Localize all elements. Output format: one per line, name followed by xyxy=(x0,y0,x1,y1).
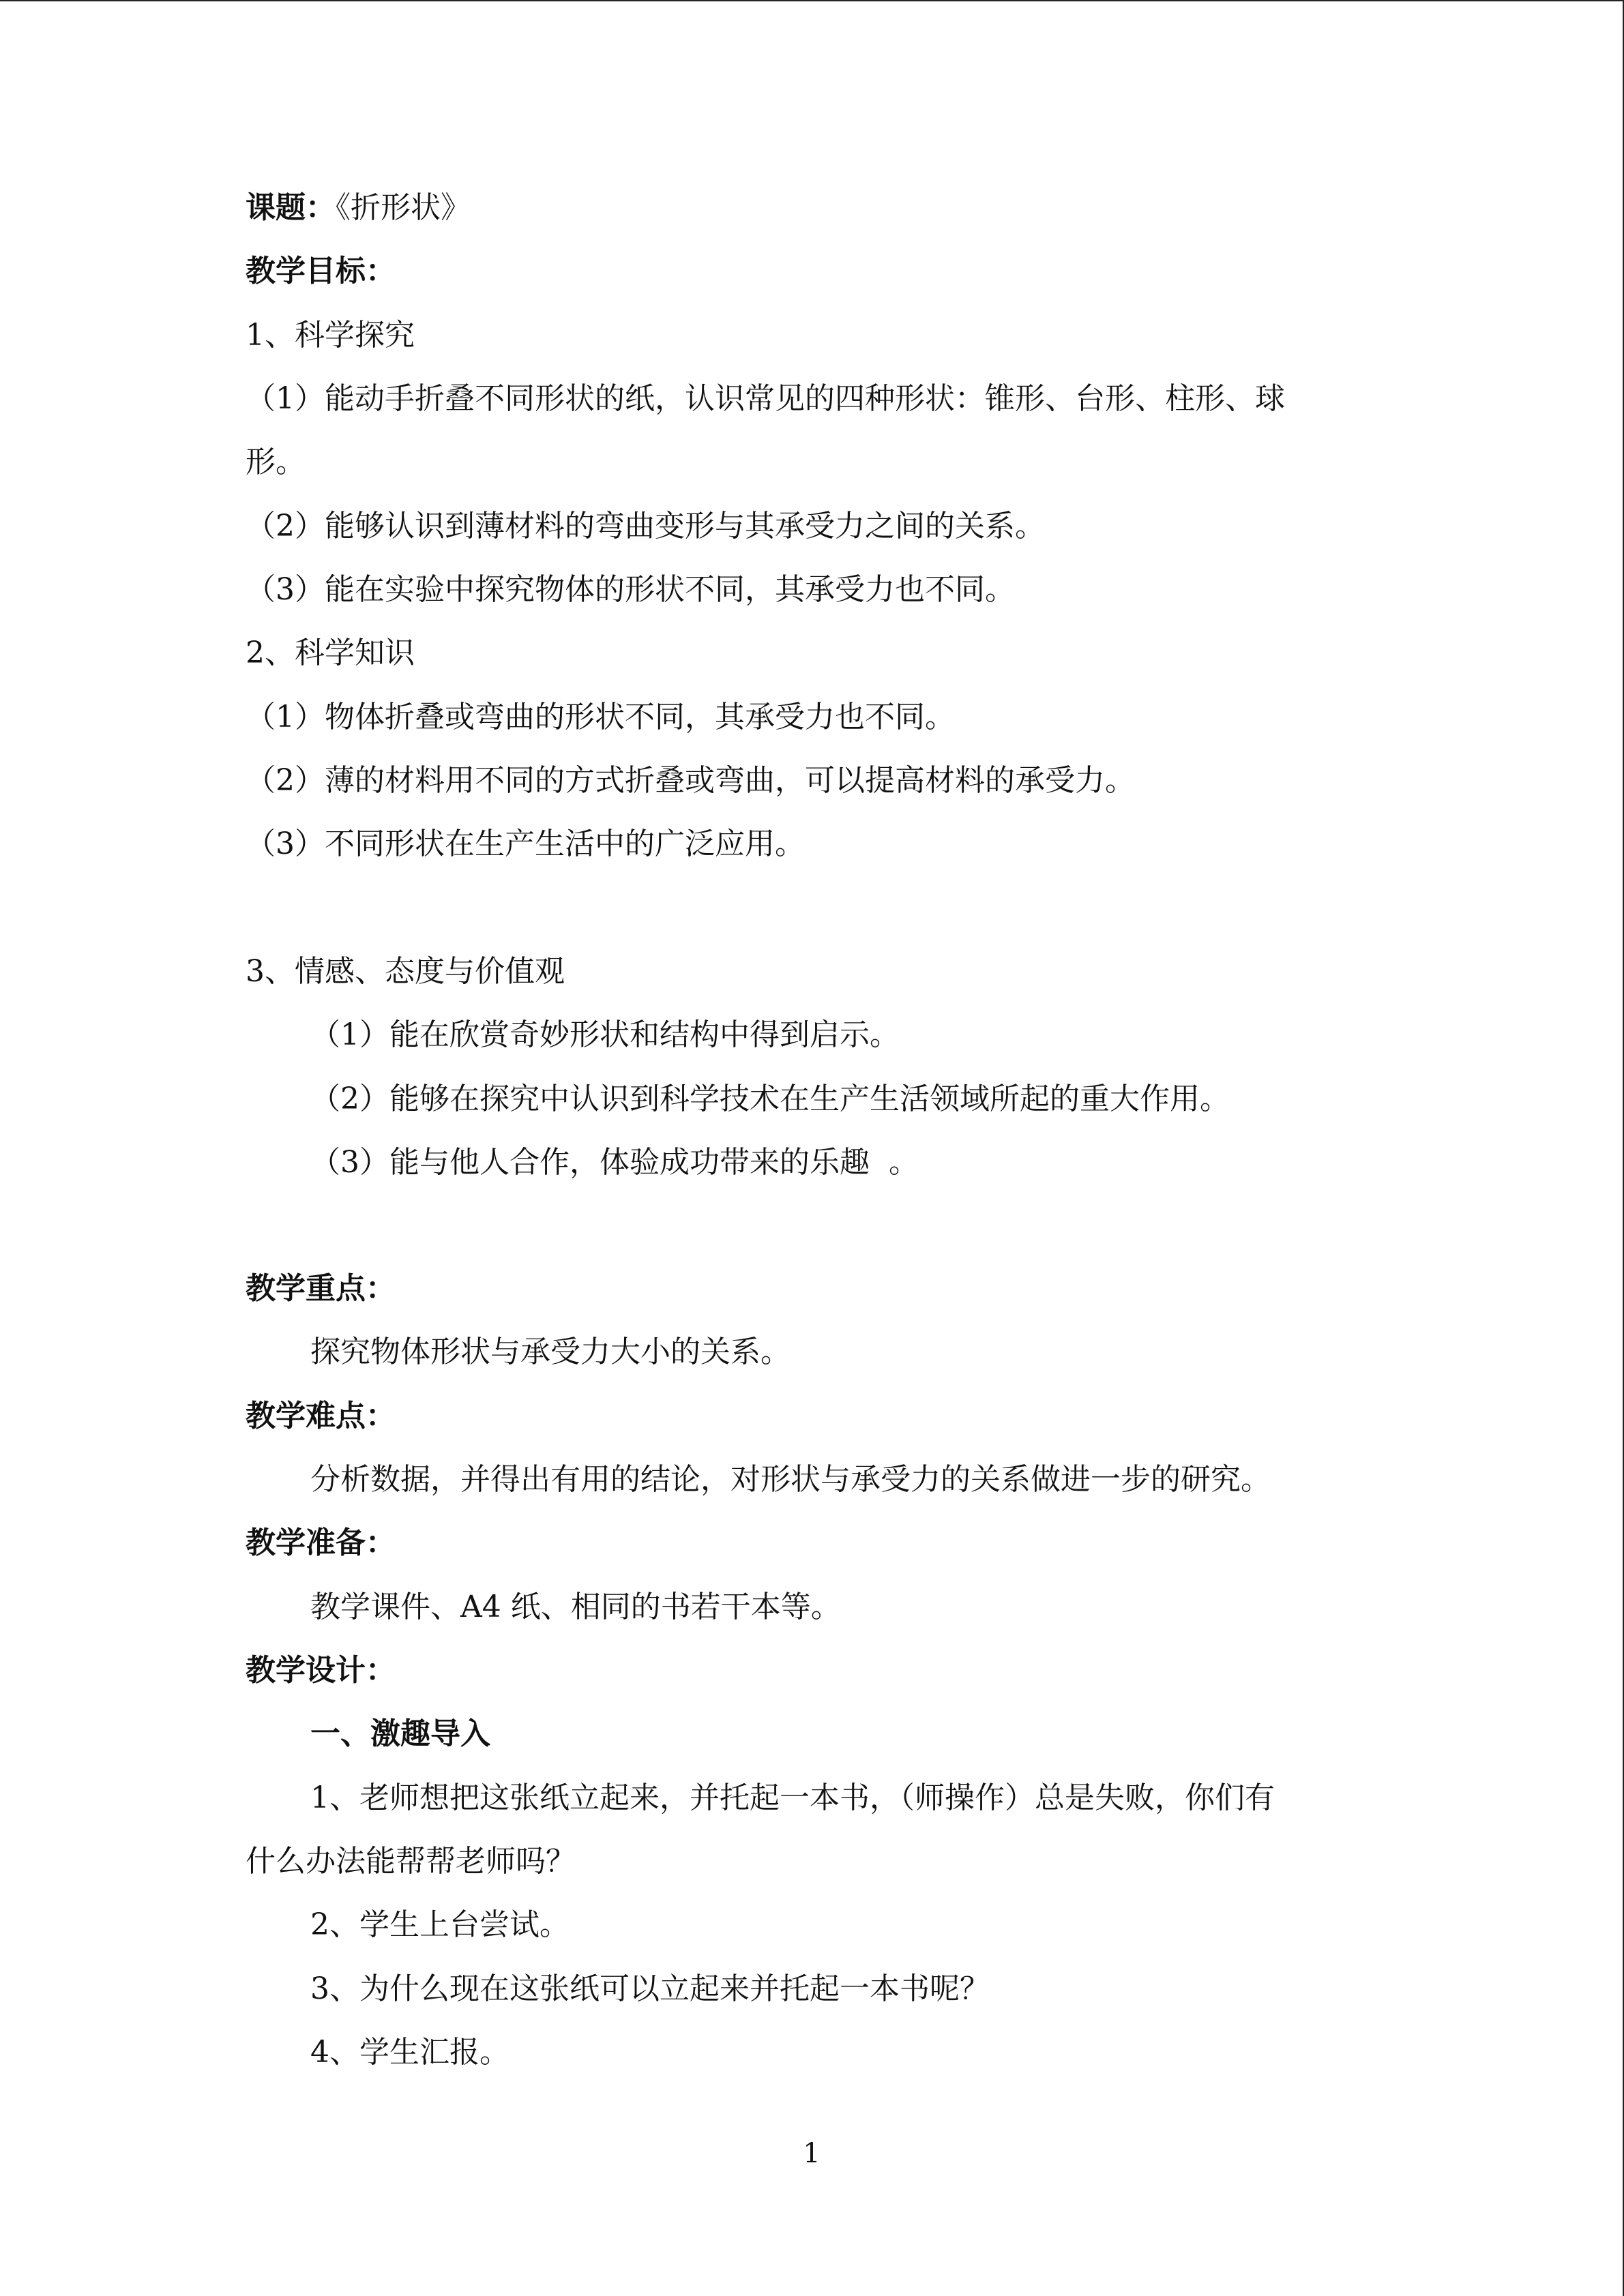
key-text: 探究物体形状与承受力大小的关系。 xyxy=(310,1335,791,1369)
design-heading: 教学设计： xyxy=(246,1653,396,1688)
goal3-item2: （2）能够在探究中认识到科学技术在生产生活领域所起的重大作用。 xyxy=(310,1082,1230,1116)
page-top-edge xyxy=(0,0,1624,1)
difficulty-heading: 教学难点： xyxy=(246,1399,396,1433)
goal1-item3: （3）能在实验中探究物体的形状不同，其承受力也不同。 xyxy=(246,572,1015,607)
goals-heading: 教学目标： xyxy=(246,254,396,288)
key-heading: 教学重点： xyxy=(246,1271,396,1306)
step2: 2、学生上台尝试。 xyxy=(310,1907,570,1942)
topic-line xyxy=(246,188,471,228)
topic-value: 《折形状》 xyxy=(336,190,471,225)
goal3-item3: （3）能与他人合作，体验成功带来的乐趣 。 xyxy=(310,1145,919,1180)
goal2-title: 2、科学知识 xyxy=(246,636,415,670)
step1-line1: 1、老师想把这张纸立起来，并托起一本书，（师操作）总是失败，你们有 xyxy=(310,1780,1275,1815)
goal1-item1-line2: 形。 xyxy=(246,445,306,479)
prep-heading: 教学准备： xyxy=(246,1525,396,1560)
goal1-title: 1、科学探究 xyxy=(246,318,415,353)
step1-line2: 什么办法能帮帮老师吗？ xyxy=(246,1844,576,1879)
prep-text: 教学课件、A4 纸、相同的书若干本等。 xyxy=(310,1590,841,1624)
step3: 3、为什么现在这张纸可以立起来并托起一本书呢？ xyxy=(310,1971,990,2006)
page-number: 1 xyxy=(803,2138,821,2169)
goal2-item2: （2）薄的材料用不同的方式折叠或弯曲，可以提高材料的承受力。 xyxy=(246,763,1135,798)
goal2-item3: （3）不同形状在生产生活中的广泛应用。 xyxy=(246,826,805,861)
goal2-item1: （1）物体折叠或弯曲的形状不同，其承受力也不同。 xyxy=(246,700,955,734)
goal3-item1: （1）能在欣赏奇妙形状和结构中得到启示。 xyxy=(310,1017,900,1052)
difficulty-text: 分析数据，并得出有用的结论，对形状与承受力的关系做进一步的研究。 xyxy=(310,1462,1271,1497)
goal3-title: 3、情感、态度与价值观 xyxy=(246,954,565,989)
topic-label: 课题： xyxy=(246,190,336,225)
section1-title: 一、激趣导入 xyxy=(310,1716,490,1751)
step4: 4、学生汇报。 xyxy=(310,2035,510,2070)
goal1-item1-line1: （1）能动手折叠不同形状的纸，认识常见的四种形状：锥形、台形、柱形、球 xyxy=(246,381,1285,416)
goal1-item2: （2）能够认识到薄材料的弯曲变形与其承受力之间的关系。 xyxy=(246,509,1045,543)
